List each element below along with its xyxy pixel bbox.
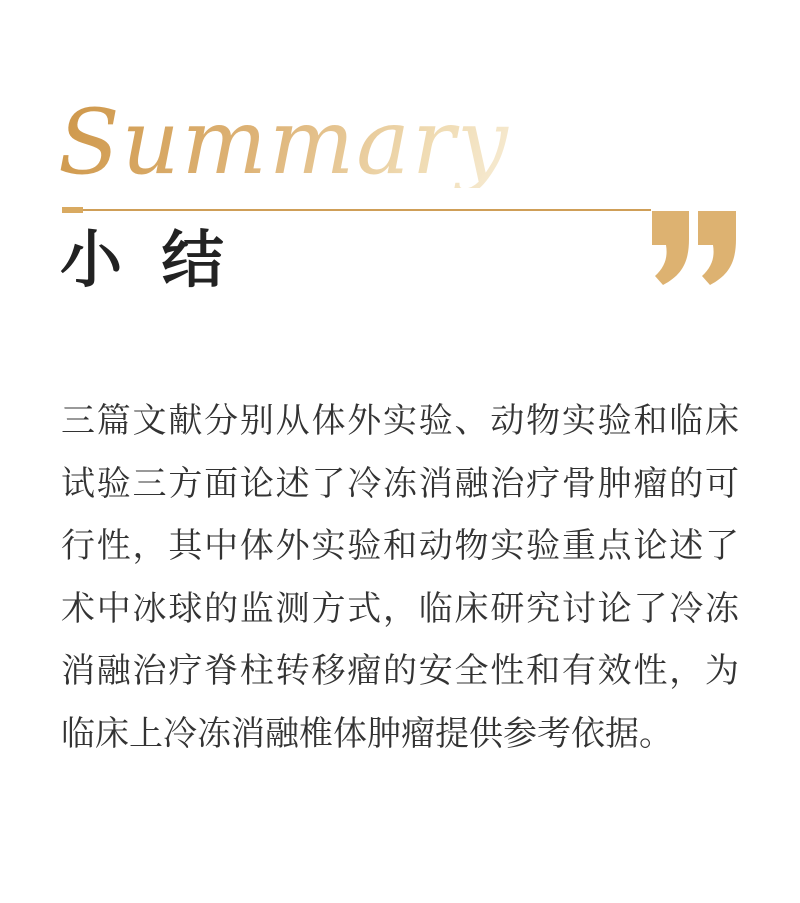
- summary-script-title: Summary: [58, 90, 510, 195]
- divider-tick: [62, 207, 83, 213]
- section-title: 小 结: [60, 223, 226, 296]
- closing-quote-icon: [652, 211, 736, 285]
- divider-rule: [83, 209, 651, 211]
- summary-paragraph: 三篇文献分别从体外实验、动物实验和临床试验三方面论述了冷冻消融治疗骨肿瘤的可行性，其中体外实验和动物实验重点论述了术中冰球的监测方式，临床研究讨论了冷冻消融治疗脊柱转移瘤的安全性和有效性，为临床上冷冻消融椎体肿瘤提供参考依据。: [61, 402, 739, 753]
- title-divider: [62, 206, 651, 213]
